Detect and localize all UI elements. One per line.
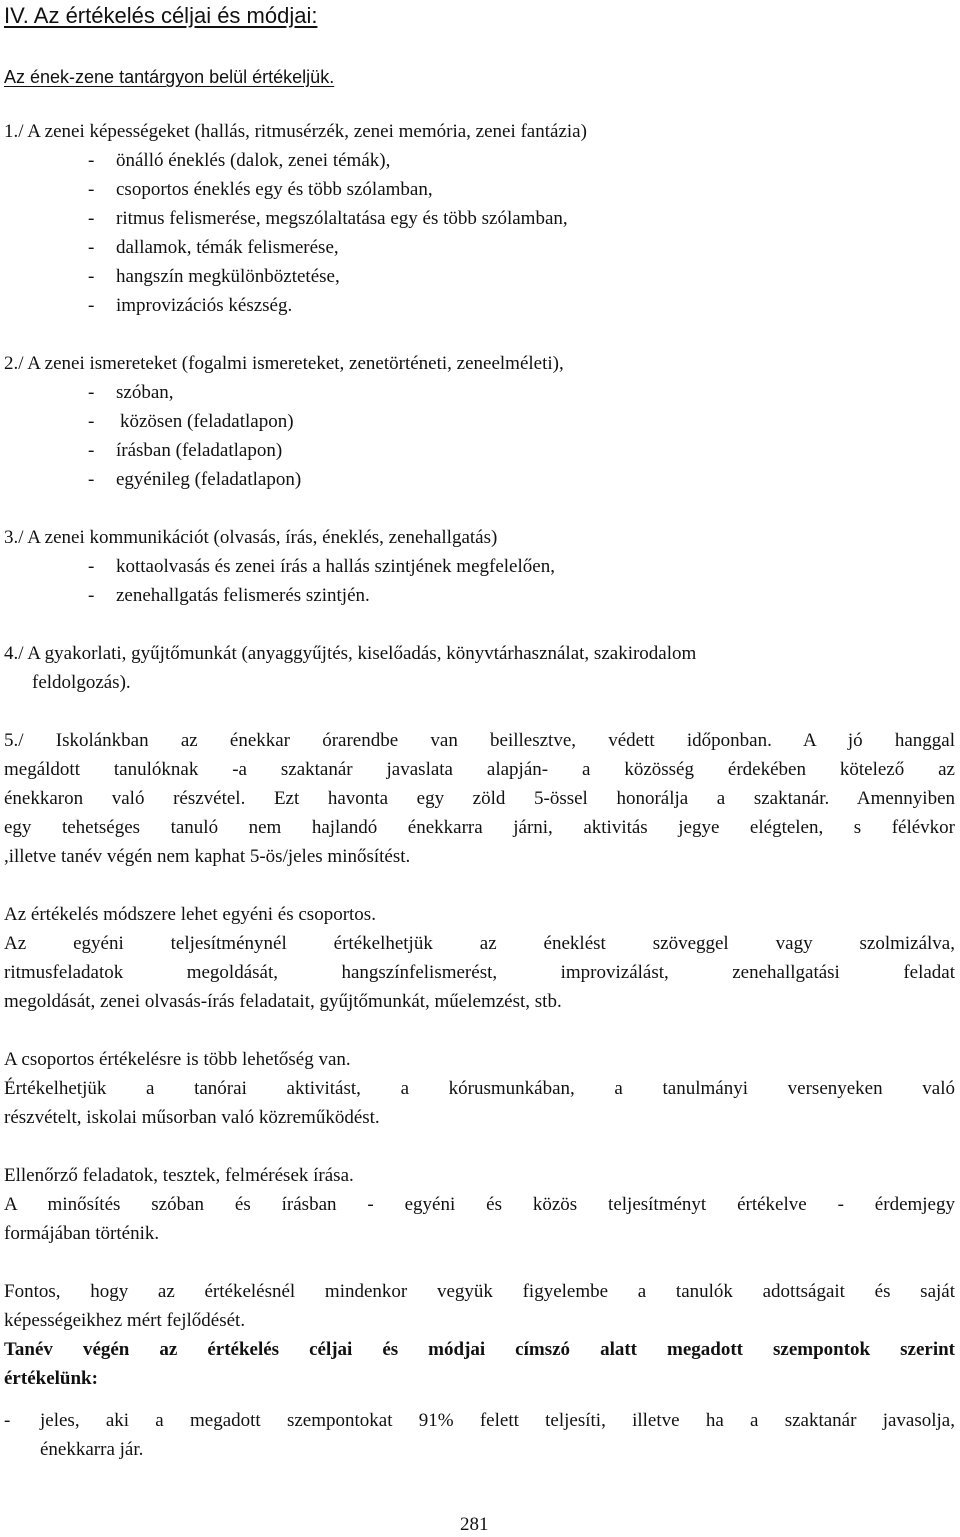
group-eval-line: Értékelhetjük a tanórai aktivitást, a kórusmunkában, a tanulmányi versenyeken való <box>4 1078 955 1099</box>
page-heading: IV. Az értékelés céljai és módjai: <box>4 3 318 28</box>
grade-criteria-line: énekkarra jár. <box>40 1439 144 1460</box>
section-5-line: megáldott tanulóknak -a szaktanár javaslata alapján- a közösség érdekében kötelező az <box>4 759 955 780</box>
important-line: Fontos, hogy az értékelésnél mindenkor vegyük figyelembe a tanulók adottságait és saját <box>4 1281 955 1302</box>
section-4-line: feldolgozás). <box>32 672 131 693</box>
grade-dash: - <box>4 1410 11 1431</box>
page-number: 281 <box>460 1514 489 1535</box>
method-line: Az egyéni teljesítménynél értékelhetjük az éneklést szöveggel vagy szolmizálva, <box>4 933 955 954</box>
section-1-title: 1./ A zenei képességeket (hallás, ritmusérzék, zenei memória, zenei fantázia) <box>4 121 587 142</box>
important-line: képességeikhez mért fejlődését. <box>4 1310 246 1331</box>
section-5-line: énekkaron való részvétel. Ezt havonta egy zöld 5-össel honorálja a szaktanár. Amennyiben <box>4 788 955 809</box>
year-end-heading-line: Tanév végén az értékelés céljai és módjai címszó alatt megadott szempontok szerint <box>4 1339 955 1360</box>
section-5-line: 5./ Iskolánkban az énekkar órarendbe van beillesztve, védett időponban. A jó hanggal <box>4 730 955 751</box>
method-line: Az értékelés módszere lehet egyéni és csoportos. <box>4 904 376 925</box>
section-4-line: 4./ A gyakorlati, gyűjtőmunkát (anyaggyűjtés, kiselőadás, könyvtárhasználat, szakirodalom <box>4 643 697 664</box>
tests-line: Ellenőrző feladatok, tesztek, felmérések írása. <box>4 1165 354 1186</box>
document-page: IV. Az értékelés céljai és módjai: Az ének-zene tantárgyon belül értékeljük. 1./ A zenei képességeket (hallás, ritmusérzék, zenei memória, zenei fantázia) - önálló éneklés (dalok, zenei témák), - csoportos éneklés egy és több szólamban, - ritmus felismerése, megszólaltatása egy és több szólamban, - dallamok, témák felismerése, - hangszín megkülönböztetése, - improvizációs készség. 2./ A zenei ismereteket (fogalmi ismereteket, zenetörténeti, zeneelméleti), - szóban, - közösen (feladatlapon) - írásban (feladatlapon) - egyénileg (feladatlapon) 3./ A zenei kommunikációt (olvasás, írás, éneklés, zenehallgatás) - kottaolvasás és zenei írás a hallás szintjének megfelelően, - zenehallgatás felismerés szintjén. 4./ A gyakorlati, gyűjtőmunkát (anyaggyűjtés, kiselőadás, könyvtárhasználat, szakirodalom feldolgozás). 5./ Iskolánkban az énekkar órarendbe van beillesztve, védett időponban. A jó hanggal megáldott tanulóknak -a szaktanár javaslata alapján- a közösség érdekében kötelező az énekkaron való részvétel. Ezt havonta egy zöld 5-össel honorálja a szaktanár. Amennyiben egy tehetséges tanuló nem hajlandó énekkarra járni, aktivitás jegye elégtelen, s félévkor ,illetve tanév végén nem kaphat 5-ös/jeles minősítést. Az értékelés módszere lehet egyéni és csoportos. Az egyéni teljesítménynél értékelhetjük az éneklést szöveggel vagy szolmizálva, ritmusfeladatok megoldását, hangszínfelismerést, improvizálást, zenehallgatási feladat megoldását, zenei olvasás-írás feladatait, gyűjtőmunkát, műelemzést, stb. A csoportos értékelésre is több lehetőség van. Értékelhetjük a tanórai aktivitást, a kórusmunkában, a tanulmányi versenyeken való részvételt, iskolai műsorban való közreműködést. Ellenőrző feladatok, tesztek, felmérések írása. A minősítés szóban és írásban - egyéni és közös teljesítményt értékelve - érdemjegy formájában történik. Fontos, hogy az értékelésnél mindenkor vegyük figyelembe a tanulók adottságait és saját képességeikhez mért fejlődését. Tanév végén az értékelés céljai és módjai címszó alatt megadott szempontok szerint értékelünk: - jeles, aki a megadott szempontokat 91% felett teljesíti, illetve ha a szaktanár javasolja, énekkarra jár. 281 <box>4 3 955 1535</box>
section-5-line: egy tehetséges tanuló nem hajlandó énekkarra járni, aktivitás jegye elégtelen, s félévkor <box>4 817 955 838</box>
group-eval-line: részvételt, iskolai műsorban való közreműködést. <box>4 1107 380 1128</box>
method-line: ritmusfeladatok megoldását, hangszínfelismerést, improvizálást, zenehallgatási feladat <box>4 962 955 983</box>
tests-line: formájában történik. <box>4 1223 160 1244</box>
method-line: megoldását, zenei olvasás-írás feladatait, gyűjtőmunkát, műelemzést, stb. <box>4 991 562 1012</box>
tests-line: A minősítés szóban és írásban - egyéni és közös teljesítményt értékelve - érdemjegy <box>4 1194 955 1215</box>
section-3-title: 3./ A zenei kommunikációt (olvasás, írás, éneklés, zenehallgatás) <box>4 527 498 548</box>
grade-criteria-line: jeles, aki a megadott szempontokat 91% felett teljesíti, illetve ha a szaktanár javasolja, <box>40 1410 955 1431</box>
group-eval-line: A csoportos értékelésre is több lehetőség van. <box>4 1049 351 1070</box>
section-2-title: 2./ A zenei ismereteket (fogalmi ismereteket, zenetörténeti, zeneelméleti), <box>4 353 564 374</box>
subheading: Az ének-zene tantárgyon belül értékeljük. <box>4 67 335 87</box>
year-end-heading-line: értékelünk: <box>4 1368 98 1389</box>
section-5-line: ,illetve tanév végén nem kaphat 5-ös/jeles minősítést. <box>4 846 411 867</box>
